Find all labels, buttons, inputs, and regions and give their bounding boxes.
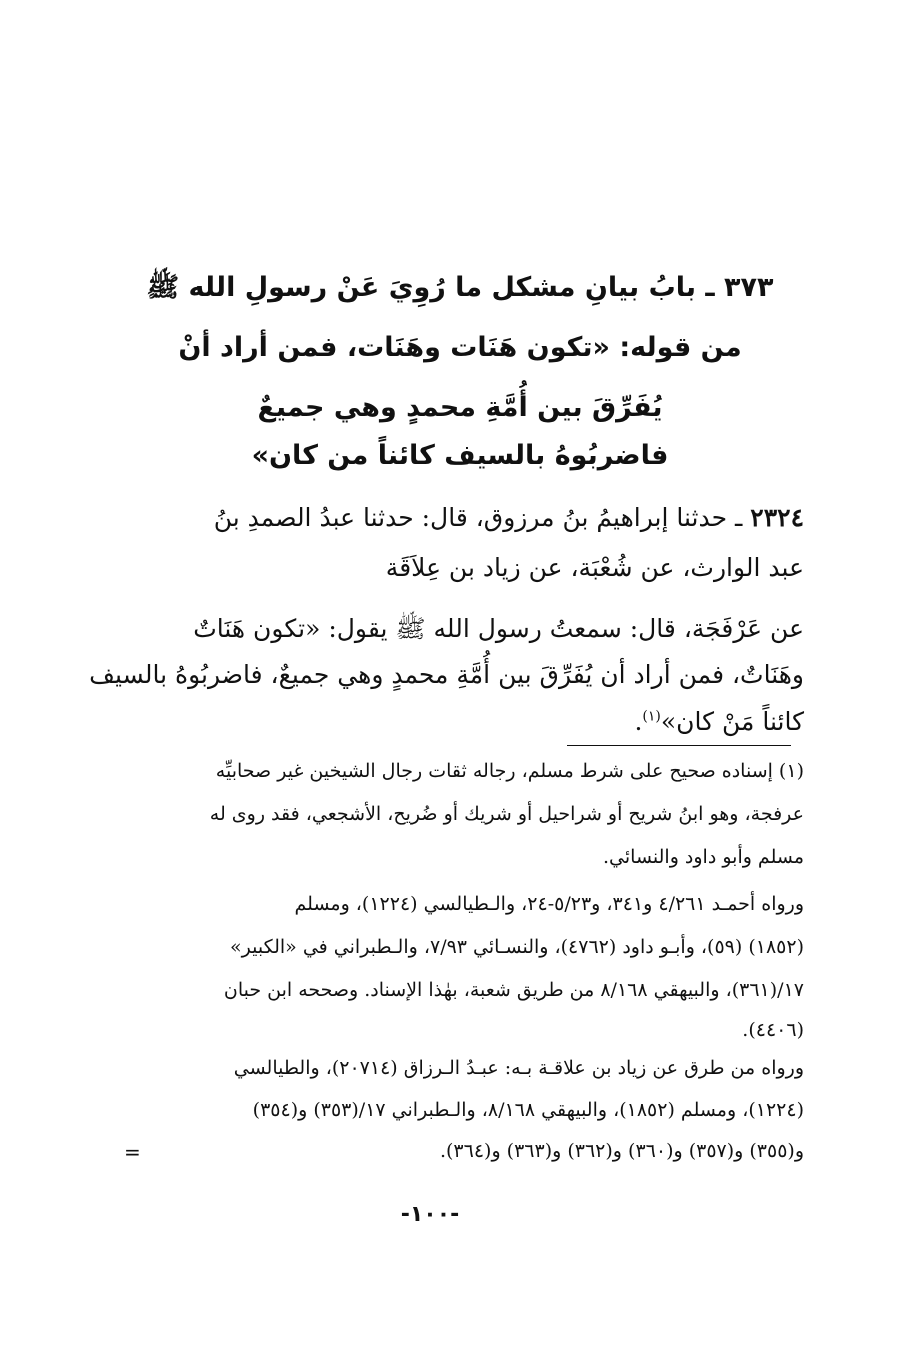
footnote-2-line-1: ورواه أحمـد ٤/٢٦١ و٣٤١، و٥/٢٣-٢٤، والـطيالسي (١٢٢٤)، ومسلم (294, 893, 804, 915)
footnote-2-line-2: (١٨٥٢) (٥٩)، وأبـو داود (٤٧٦٢)، والنسـائي ٧/٩٣، والـطبراني في «الكبير» (230, 936, 804, 958)
chapter-title-line-2: من قوله: «تكون هَنَات وهَنَات، فمن أراد أنْ (178, 332, 742, 363)
footnote-2-line-3: ١٧/(٣٦١)، والبيهقي ٨/١٦٨ من طريق شعبة، بهٰذا الإسناد. وصححه ابن حبان (223, 979, 804, 1001)
chapter-title-line-3: يُفَرِّقَ بين أُمَّةِ محمدٍ وهي جميعٌ (257, 392, 663, 423)
page-number: -١٠٠- (400, 1202, 460, 1227)
hadith-line-1 (114, 503, 804, 532)
footnote-3-line-1: ورواه من طرق عن زياد بن علاقـة بـه: عبـدُ الـرزاق (٢٠٧١٤)، والطيالسي (233, 1057, 804, 1079)
chapter-title-line-4: فاضربُوهُ بالسيف كائناً من كان» (251, 440, 669, 471)
footnote-1-line-3: مسلم وأبو داود والنسائي. (603, 846, 804, 868)
footnote-2-line-4: (٤٤٠٦). (742, 1019, 804, 1041)
hadith-line-3: عن عَرْفَجَة، قال: سمعتُ رسول الله ﷺ يقول: «تكون هَنَاتٌ (193, 614, 804, 643)
footnote-1-line-1: (١) إسناده صحيح على شرط مسلم، رجاله ثقات رجال الشيخين غير صحابيِّه (215, 760, 804, 782)
hadith-line-5-end: . (634, 707, 643, 736)
footnote-3-line-3: و(٣٥٥) و(٣٥٧) و(٣٦٠) و(٣٦٢) و(٣٦٣) و(٣٦٤). (439, 1140, 804, 1162)
hadith-line-5 (114, 707, 804, 736)
footnote-separator (567, 745, 791, 746)
footnote-reference[interactable]: (١) (642, 708, 661, 725)
continuation-mark: = (124, 1140, 141, 1164)
hadith-line-2: عبد الوارث، عن شُعْبَة، عن زياد بن عِلاَقَة (385, 553, 804, 582)
hadith-line-4: وهَنَاتٌ، فمن أراد أن يُفَرِّقَ بين أُمَّةِ محمدٍ وهي جميعٌ، فاضربُوهُ بالسيف (89, 660, 804, 689)
footnote-3-line-2: (١٢٢٤)، ومسلم (١٨٥٢)، والبيهقي ٨/١٦٨، والـطبراني ١٧/(٣٥٣) و(٣٥٤) (252, 1099, 804, 1121)
hadith-isnad-start: ـ حدثنا إبراهيمُ بنُ مرزوق، قال: حدثنا عبدُ الصمدِ بنُ (213, 503, 743, 532)
hadith-number: ٢٣٢٤ (750, 503, 804, 532)
chapter-title-line-1: ٣٧٣ ـ بابُ بيانِ مشكل ما رُوِيَ عَنْ رسولِ الله ﷺ (146, 272, 774, 303)
footnote-1-line-2: عرفجة، وهو ابنُ شريح أو شراحيل أو شريك أو ضُريح، الأشجعي، فقد روى له (209, 803, 804, 825)
hadith-matn-end: كائناً مَنْ كان» (660, 707, 804, 736)
